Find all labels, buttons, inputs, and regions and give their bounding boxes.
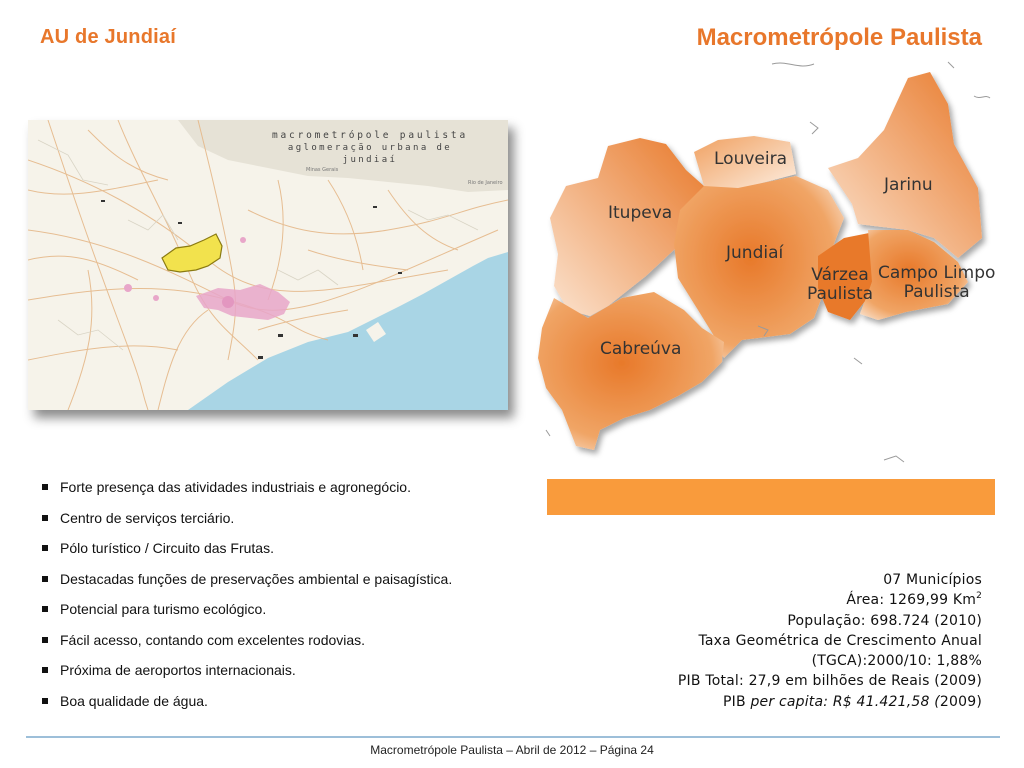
label-varzea-line2: Paulista	[807, 284, 874, 304]
stat-pib-italic: per capita: R$ 41.421,58 (	[750, 693, 940, 710]
bullet-item: Destacadas funções de preservações ambiental e paisagística.	[42, 570, 452, 601]
label-campo-line2: Paulista	[903, 282, 970, 302]
stat-pib-prefix: PIB	[723, 693, 751, 710]
map-label-mg: Minas Gerais	[306, 167, 339, 173]
bullet-item: Pólo turístico / Circuito das Frutas.	[42, 539, 452, 570]
stat-populacao: População: 698.724 (2010)	[787, 612, 982, 629]
bullet-item: Boa qualidade de água.	[42, 692, 452, 723]
label-louveira: Louveira	[714, 149, 787, 169]
bullet-list	[42, 478, 452, 722]
label-cabreuva: Cabreúva	[600, 339, 682, 359]
label-campo-line1: Campo Limpo	[878, 263, 996, 283]
label-jarinu: Jarinu	[884, 175, 933, 195]
bullet-item: Próxima de aeroportos internacionais.	[42, 661, 452, 692]
map-caption-subtitle: aglomeração urbana de jundiaí	[287, 143, 453, 165]
stat-pib-total: PIB Total: 27,9 em bilhões de Reais (2009)	[677, 673, 982, 690]
stat-area-sup: 2	[976, 591, 982, 602]
label-varzea-line1: Várzea	[811, 265, 869, 285]
stats-panel	[678, 570, 982, 712]
label-itupeva: Itupeva	[608, 203, 673, 223]
stat-area-value: Área: 1269,99 Km	[846, 592, 977, 609]
label-varzea-paulista	[807, 266, 873, 304]
stat-municipios: 07 Municípios	[883, 572, 982, 588]
bullet-item: Potencial para turismo ecológico.	[42, 600, 452, 631]
bullet-item: Forte presença das atividades industriais e agronegócio.	[42, 478, 452, 509]
page-title-left: AU de Jundiaí	[40, 26, 176, 48]
label-campo-limpo-paulista	[878, 264, 995, 302]
map-caption-title: macrometrópole paulista	[272, 130, 468, 141]
footer-divider	[26, 736, 1000, 738]
label-jundiai: Jundiaí	[726, 243, 784, 263]
municipality-map	[528, 58, 1008, 468]
page-title-right: Macrometrópole Paulista	[696, 24, 982, 51]
bullet-item: Centro de serviços terciário.	[42, 509, 452, 540]
stat-tgca-line2: (TGCA):2000/10: 1,88%	[811, 653, 982, 670]
regional-map	[28, 120, 508, 410]
stat-tgca-line1: Taxa Geométrica de Crescimento Anual	[698, 632, 982, 649]
bullet-item: Fácil acesso, contando com excelentes rodovias.	[42, 631, 452, 662]
stat-pib-suffix: 2009)	[939, 693, 982, 710]
orange-bar	[547, 479, 995, 515]
stat-area	[678, 590, 982, 610]
footer-text: Macrometrópole Paulista – Abril de 2012 – Página 24	[370, 743, 654, 757]
map-label-rj: Rio de Janeiro	[468, 180, 503, 186]
stat-pib-per-capita	[678, 692, 982, 712]
